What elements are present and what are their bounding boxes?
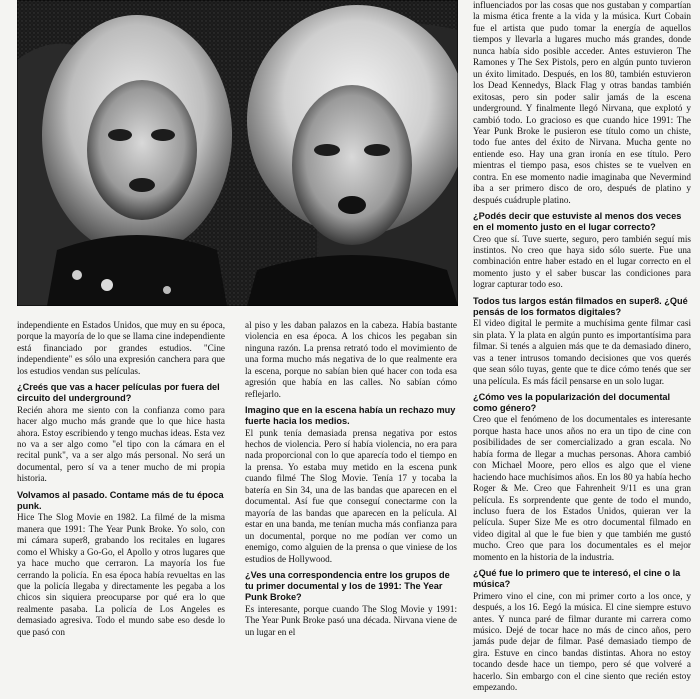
- question-punk-era: Volvamos al pasado. Contame más de tu época punk.: [17, 489, 224, 512]
- answer-imagine: El punk tenía demasiada prensa negativa por estos hechos de violencia. Pero sí había violencia, no era para nada proporcional con lo que aparecía todo el tiempo en la prensa. Yo estaba muy metido en la escena punk cuando filmé The Slog Movie. Tenía 17 y tocaba la batería en Sin 34, una de las bandas que aparecen en el documental. Así fue que conseguí conectarme con la mayoría de las bandas que aparecen en la película. Al estar en una banda, me tenían mucha más confianza para un documental, porque no me podían ver como un enemigo, como alguien de la prensa o que viniese de los estudios de Hollywood.: [245, 427, 457, 564]
- middle-intro-paragraph: al piso y les daban palazos en la cabeza. Había bastante violencia en esa época. A los chicos les pegaban sin ninguna razón. La prensa retrató todo el movimiento de una forma mucho más negativa de lo que realmente era la escena, porque no sabían bien qué hacer con toda esa agresión que había en las calles. No sabían cómo reflejarlo.: [245, 320, 457, 399]
- answer-correspondence: Es interesante, porque cuando The Slog Movie y 1991: The Year Punk Broke pasó una década. Nirvana viene de un lugar en el: [245, 603, 457, 637]
- answer-punk-era: Hice The Slog Movie en 1982. La filmé de la misma manera que 1991: The Year Punk Broke. Yo solo, con mi cámara super8, grabando los recitales en lugares como el Whisky a Go-Go, el Apollo y otros lugares que ya hace mucho que cerraron. La mayoría los fue cerrando la policía. En esa época había revueltas en las que la policía llegaba y directamente les pegaba a los chicos sin siquiera preocuparse por qué era lo que realmente pasaba. La policía de Los Angeles es demasiado agresiva. Todo el mundo sabe eso desde lo que pasó con: [17, 512, 225, 637]
- answer-super8: El video digital le permite a muchísima gente filmar casi sin plata. Y la plata en algún punto es importantísima para filmar. Si tenés a alguien más que te da demasiado dinero, vas a tener intrusos tomando decisiones que vos querés que sean sólo tuyas, gente que te dice cómo tenés que ser una película. Es más fácil pensarse en un solo lugar.: [473, 318, 691, 386]
- question-outside-circuit: ¿Creés que vas a hacer películas por fuera del circuito del underground?: [17, 382, 220, 404]
- answer-outside-circuit: Recién ahora me siento con la confianza como para hacer algo mucho más grande que lo que hice hasta ahora. Estoy escribiendo y tengo muchas ideas. Esta vez no va a ser algo como "el tipo con la cámara en el recital punk", va a ser algo más personal. No será un documental, pero sí va a tener mucho de mi propia historia.: [17, 404, 225, 484]
- left-intro-paragraph: independiente en Estados Unidos, que muy en su época, porque la mayoría de lo que se llama cine independiente está financiado por grandes estudios. "Cine independiente" es sólo una expresión canchera para que los estudios vendan sus películas.: [17, 320, 225, 376]
- right-column: [473, 0, 691, 699]
- answer-correct-place: Creo que sí. Tuve suerte, seguro, pero también seguí mis instintos. No creo que haya sido sólo suerte. Fue una combinación entre haber estado en el lugar correcto en el momento justo y el saber buscar las condiciones para lograr capturar todo eso.: [473, 233, 691, 290]
- answer-first-interest: Primero vino el cine, con mi primer corto a los once, y después, a los 16. Eegó la música. El cine siempre estuvo antes. Y nunca paré de filmar durante mi carrera como músico. Dejé de tocar hace no más de cinco años, pero jamás pude dejar de filmar. Pasé demasiado tiempo de gira. Estuve en cinco bandas distintas. Ahora no estoy tocando desde hace un tiempo, pero sé que volveré a hacerlo. Sin embargo con el cine siento que recién estoy empezando.: [473, 590, 691, 693]
- concert-photo: [17, 0, 458, 306]
- answer-documentary: Creo que el fenómeno de los documentales es interesante porque hasta hace unos años no era un tipo de cine con posibilidades de ser comercializado a gran escala. No había forma de llegar a muchas personas. Ahora cambió con Michael Moore, pero ellos es algo que el viene haciendo hace muchísimos años. En los 80 ya había hecho Roger & Me. Creo que Fahrenheit 9/11 es una gran película. Es sorprendente que gente de todo el mundo, incluso fuera de los Estados Unidos, quieran ver la película. Super Size Me es otro documental filmado en video digital al que le fue bien y que también me gustó mucho. Creo que para los documentales es el mejor momento en la historia de la industria.: [473, 414, 691, 562]
- question-correct-place: ¿Podés decir que estuviste al menos dos veces en el momento justo en el lugar correcto?: [473, 211, 682, 233]
- left-column: [17, 320, 225, 643]
- right-intro-paragraph: influenciados por las cosas que nos gustaban y compartían la misma ética frente a la vida y la música. Kurt Cobain fue el artista que pudo tomar la energía de aquellos tiempos y llevarla a lugares mucho más grandes, donde nunca había sido posible acceder. Antes estuvieron The Ramones y The Sex Pistols, pero en algún punto tuvieron un éxito limitado. Después, en los 80, también estuvieron los Dead Kennedys, Black Flag y otras bandas también exitosas, pero sin poder salir jamás de la escena underground. Y finalmente llegó Nirvana, que explotó y cambió todo. Lo gracioso es que cuando hice 1991: The Year Punk Broke le pusieron ese título como un chiste, todo fue antes del éxito de Nirvana. Mucha gente no entiende eso. Hay una gran ironía en ese título. Pero mientras el tiempo pasa, esos chistes se te vuelven en contra. En ese momento nadie imaginaba que Nevermind iba a ser primero disco de oro, después de platino y después cuádruple platino.: [473, 0, 691, 205]
- middle-column: [245, 320, 457, 643]
- question-correspondence: ¿Ves una correspondencia entre los grupos de tu primer documental y los de 1991: The Year Punk Broke?: [245, 570, 450, 603]
- question-documentary: ¿Cómo ves la popularización del documental como género?: [473, 391, 671, 414]
- question-imagine: Imagino que en la escena había un rechazo muy fuerte hacia los medios.: [245, 405, 456, 427]
- question-first-interest: ¿Qué fue lo primero que te interesó, el cine o la música?: [473, 568, 681, 590]
- question-super8: Todos tus largos están filmados en super8. ¿Qué pensás de los formatos digitales?: [473, 295, 688, 318]
